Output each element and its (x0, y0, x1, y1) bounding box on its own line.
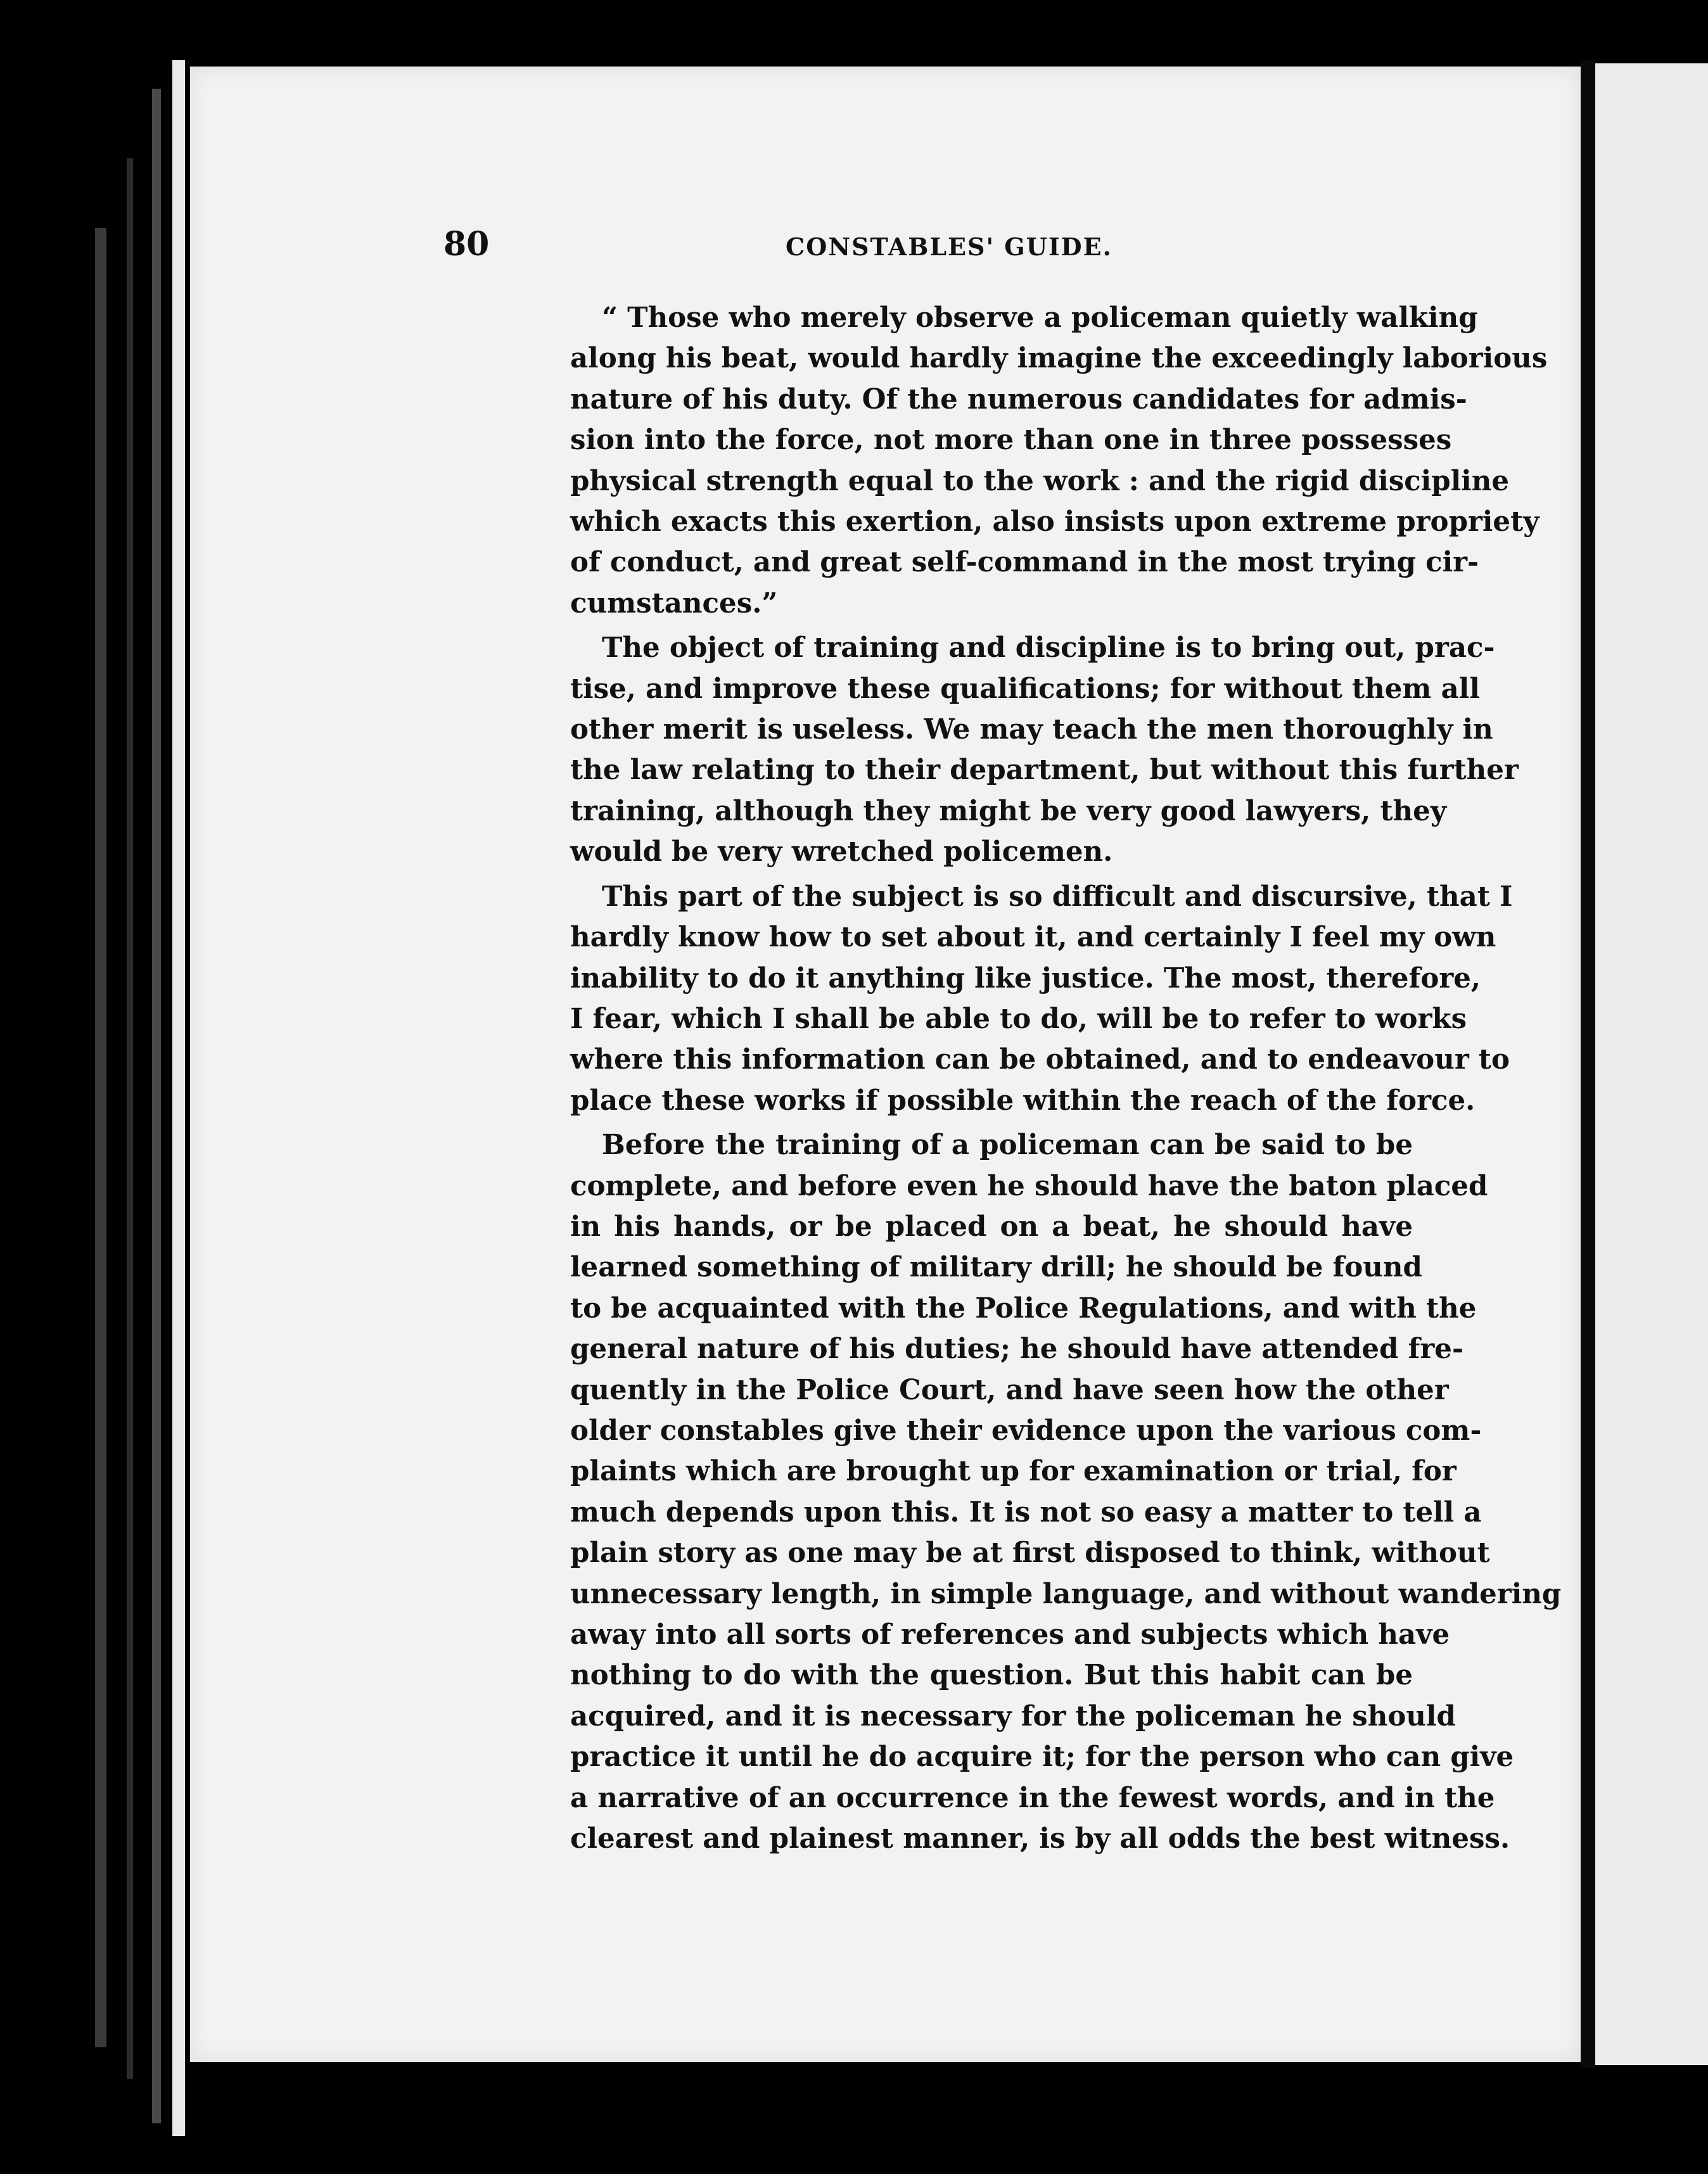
text-line: away into all sorts of references and subjects which have (570, 1618, 1450, 1651)
book-edge (152, 89, 161, 2123)
paragraph (570, 877, 1513, 1121)
page-gutter (1581, 60, 1595, 2068)
text-line: a narrative of an occurrence in the fewest words, and in the (570, 1781, 1495, 1814)
text-line: which exacts this exertion, also insists upon extreme propriety (570, 505, 1539, 538)
body-text (570, 298, 1562, 1863)
paragraph (570, 298, 1548, 624)
facing-page-edge (1595, 63, 1708, 2065)
text-line: cumstances.” (570, 587, 778, 620)
text-line: acquired, and it is necessary for the policeman he should (570, 1700, 1456, 1732)
text-line: plain story as one may be at first disposed to think, without (570, 1537, 1490, 1570)
text-line: This part of the subject is so difficult and discursive, that I (602, 880, 1513, 913)
text-line: hardly know how to set about it, and certainly I feel my own (570, 921, 1496, 954)
book-edge (95, 228, 106, 2047)
text-line: complete, and before even he should have the baton placed (570, 1169, 1488, 1202)
text-line: older constables give their evidence upon the various com- (570, 1414, 1482, 1447)
text-line: quently in the Police Court, and have seen how the other (570, 1373, 1449, 1406)
text-line: learned something of military drill; he should be found (570, 1251, 1422, 1284)
text-line: much depends upon this. It is not so easy a matter to tell a (570, 1496, 1482, 1529)
running-head: CONSTABLES' GUIDE. (786, 232, 1112, 261)
text-line: general nature of his duties; he should have attended fre- (570, 1333, 1464, 1366)
text-line: of conduct, and great self-command in the most trying cir- (570, 546, 1479, 579)
text-line: plaints which are brought up for examination or trial, for (570, 1455, 1456, 1488)
text-line: the law relating to their department, but without this further (570, 754, 1519, 787)
text-line: place these works if possible within the reach of the force. (570, 1084, 1475, 1117)
book-edge (127, 158, 133, 2079)
page-header (443, 225, 1419, 276)
text-line: in his hands, or be placed on a beat, he should have (570, 1210, 1413, 1243)
text-line: to be acquainted with the Police Regulations, and with the (570, 1292, 1477, 1325)
paragraph (570, 628, 1519, 872)
text-line: would be very wretched policemen. (570, 836, 1113, 868)
text-line: where this information can be obtained, and to endeavour to (570, 1043, 1510, 1076)
text-line: Before the training of a policeman can be said to be (602, 1129, 1413, 1162)
text-line: inability to do it anything like justice. The most, therefore, (570, 962, 1481, 995)
text-line: unnecessary length, in simple language, and without wandering (570, 1577, 1562, 1610)
text-line: other merit is useless. We may teach the men thoroughly in (570, 713, 1493, 746)
text-line: sion into the force, not more than one in three possesses (570, 424, 1452, 457)
book-edge (172, 60, 185, 2136)
text-line: along his beat, would hardly imagine the exceedingly laborious (570, 342, 1548, 375)
text-line: physical strength equal to the work : and the rigid discipline (570, 464, 1510, 497)
text-line: nothing to do with the question. But this habit can be (570, 1659, 1413, 1692)
text-line: clearest and plainest manner, is by all odds the best witness. (570, 1822, 1510, 1855)
text-line: I fear, which I shall be able to do, will be to refer to works (570, 1002, 1467, 1035)
page-number: 80 (443, 225, 490, 264)
paragraph (570, 1125, 1562, 1859)
text-line: nature of his duty. Of the numerous candidates for admis- (570, 383, 1467, 416)
text-line: The object of training and discipline is to bring out, prac- (602, 632, 1495, 664)
text-line: tise, and improve these qualifications; for without them all (570, 672, 1480, 705)
text-line: “ Those who merely observe a policeman quietly walking (602, 302, 1478, 334)
text-line: practice it until he do acquire it; for the person who can give (570, 1741, 1514, 1774)
text-line: training, although they might be very good lawyers, they (570, 794, 1447, 827)
